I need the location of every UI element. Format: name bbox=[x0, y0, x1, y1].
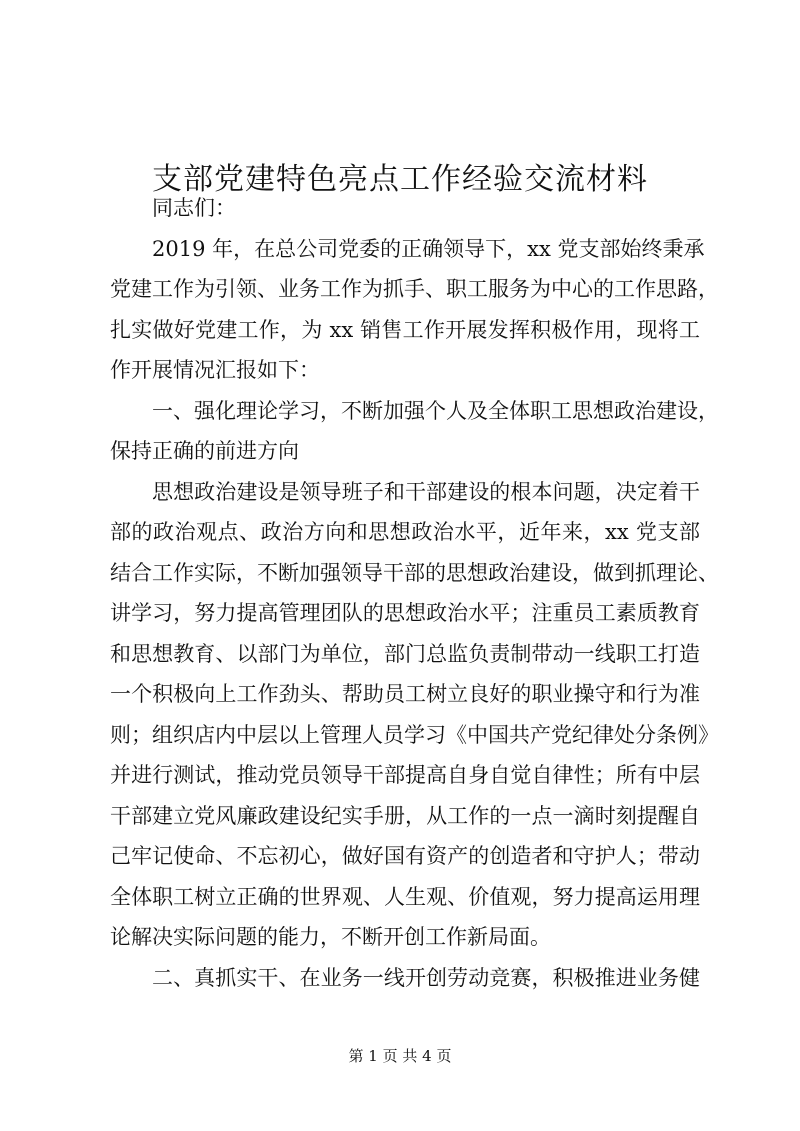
paragraph-line: 一个积极向上工作劲头、帮助员工树立良好的职业操守和行为准 bbox=[110, 682, 700, 706]
document-body bbox=[110, 188, 719, 998]
paragraph-line: 部的政治观点、政治方向和思想政治水平，近年来，xx 党支部 bbox=[110, 520, 700, 544]
paragraph-line: 论解决实际问题的能力，不断开创工作新局面。 bbox=[110, 925, 551, 949]
section-heading-1 bbox=[110, 391, 719, 472]
heading-line: 保持正确的前进方向 bbox=[110, 439, 299, 463]
paragraph-line: 作开展情况汇报如下： bbox=[110, 358, 320, 382]
heading-line: 二、真抓实干、在业务一线开创劳动竞赛，积极推进业务健 bbox=[152, 965, 700, 990]
paragraph-line: 全体职工树立正确的世界观、人生观、价值观，努力提高运用理 bbox=[110, 884, 700, 909]
paragraph-line: 则；组织店内中层以上管理人员学习《中国共产党纪律处分条例》 bbox=[110, 722, 719, 747]
paragraph-line: 2019 年，在总公司党委的正确领导下，xx 党支部始终秉承 bbox=[152, 236, 705, 261]
paragraph-line: 党建工作为引领、业务工作为抓手、职工服务为中心的工作思路， bbox=[110, 277, 719, 301]
document-title: 支部党建特色亮点工作经验交流材料 bbox=[152, 162, 648, 198]
paragraph-line: 结合工作实际，不断加强领导干部的思想政治建设，做到抓理论、 bbox=[110, 560, 719, 585]
paragraph-line: 己牢记使命、不忘初心，做好国有资产的创造者和守护人；带动 bbox=[110, 844, 700, 868]
paragraph-line: 思想政治建设是领导班子和干部建设的根本问题，决定着干 bbox=[152, 479, 700, 504]
paragraph-line: 扎实做好党建工作，为 xx 销售工作开展发挥积极作用，现将工 bbox=[110, 317, 700, 342]
paragraph-line: 并进行测试，推动党员领导干部提高自身自觉自律性；所有中层 bbox=[110, 763, 700, 787]
greeting bbox=[110, 188, 700, 229]
section-heading-2 bbox=[110, 958, 700, 999]
paragraph-section-1 bbox=[110, 472, 719, 958]
page-footer: 第 1 页 共 4 页 bbox=[348, 1047, 452, 1065]
paragraph-line: 干部建立党风廉政建设纪实手册，从工作的一点一滴时刻提醒自 bbox=[110, 803, 700, 828]
paragraph-line: 和思想教育、以部门为单位，部门总监负责制带动一线职工打造 bbox=[110, 641, 700, 666]
paragraph-line: 讲学习，努力提高管理团队的思想政治水平；注重员工素质教育 bbox=[110, 601, 700, 625]
greeting-text: 同志们： bbox=[152, 196, 236, 220]
paragraph-intro bbox=[110, 229, 719, 391]
heading-line: 一、强化理论学习，不断加强个人及全体职工思想政治建设， bbox=[152, 398, 719, 423]
